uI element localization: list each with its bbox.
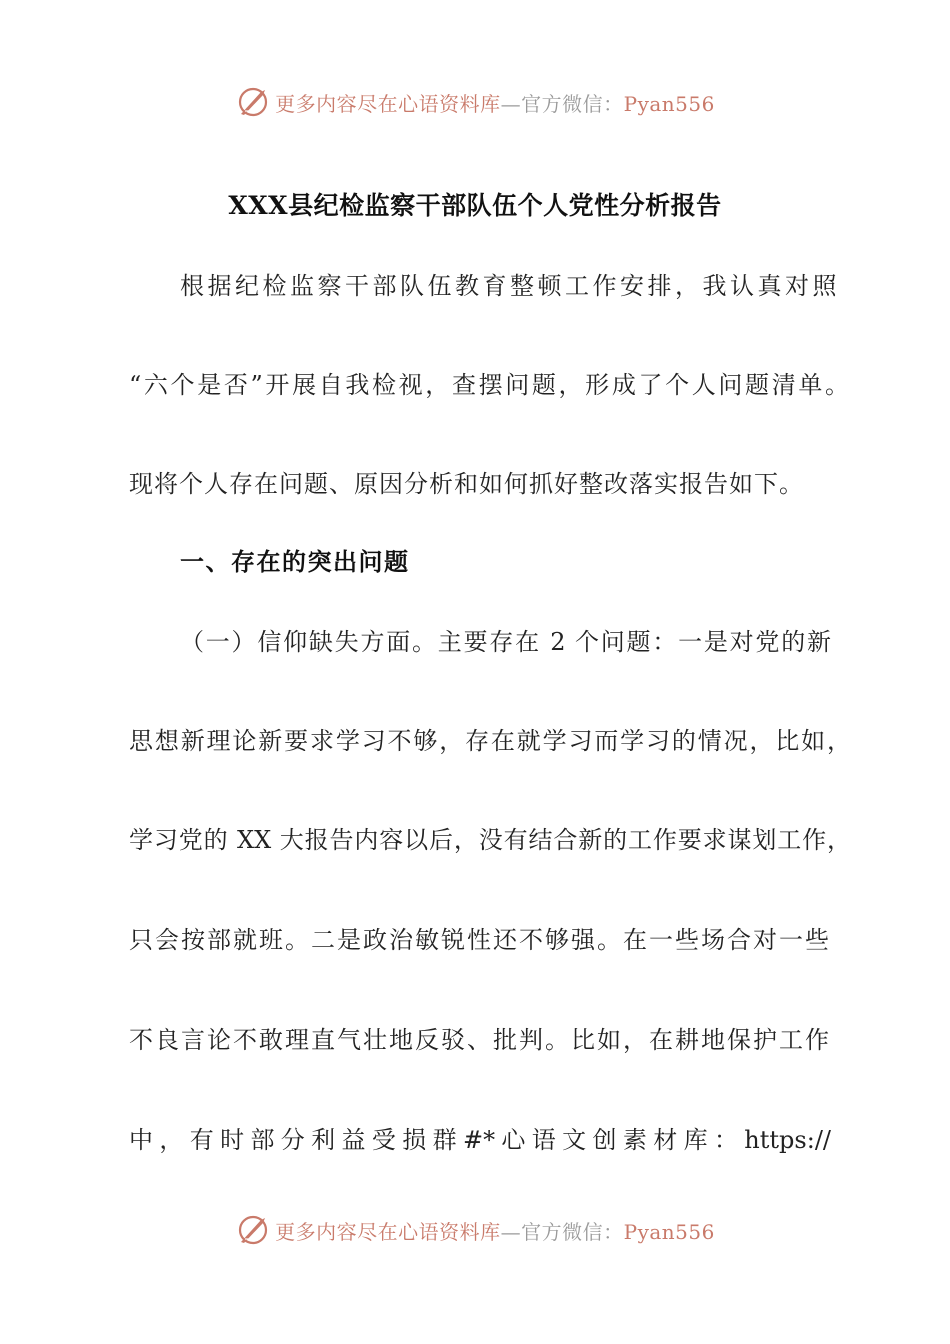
footer-watermark xyxy=(0,1208,950,1252)
watermark-text: 更多内容尽在心语资料库—官方微信：Pyan556 xyxy=(275,1219,715,1244)
section-heading: 一、存在的突出问题 xyxy=(180,547,410,576)
paragraph-line: （一）信仰缺失方面。主要存在 2 个问题：一是对党的新 xyxy=(180,628,831,656)
header-watermark xyxy=(0,80,950,124)
paragraph-line: 不良言论不敢理直气壮地反驳、批判。比如，在耕地保护工作 xyxy=(129,1026,829,1054)
paragraph-line: 学习党的 XX 大报告内容以后，没有结合新的工作要求谋划工作， xyxy=(129,826,851,854)
paragraph-line: 根据纪检监察干部队伍教育整顿工作安排，我认真对照 xyxy=(180,272,840,300)
document-title: XXX县纪检监察干部队伍个人党性分析报告 xyxy=(228,191,722,220)
paragraph-line: 现将个人存在问题、原因分析和如何抓好整改落实报告如下。 xyxy=(129,470,804,498)
quill-seal-icon xyxy=(235,84,271,120)
paragraph-line: 中，有时部分利益受损群#*心语文创素材库：https:// xyxy=(129,1126,831,1154)
watermark-text: 更多内容尽在心语资料库—官方微信：Pyan556 xyxy=(275,91,715,116)
quill-seal-icon xyxy=(235,1212,271,1248)
paragraph-line: 只会按部就班。二是政治敏锐性还不够强。在一些场合对一些 xyxy=(129,926,829,954)
paragraph-line: 思想新理论新要求学习不够，存在就学习而学习的情况，比如， xyxy=(129,727,851,755)
paragraph-line: “六个是否”开展自我检视，查摆问题，形成了个人问题清单。 xyxy=(129,371,849,399)
